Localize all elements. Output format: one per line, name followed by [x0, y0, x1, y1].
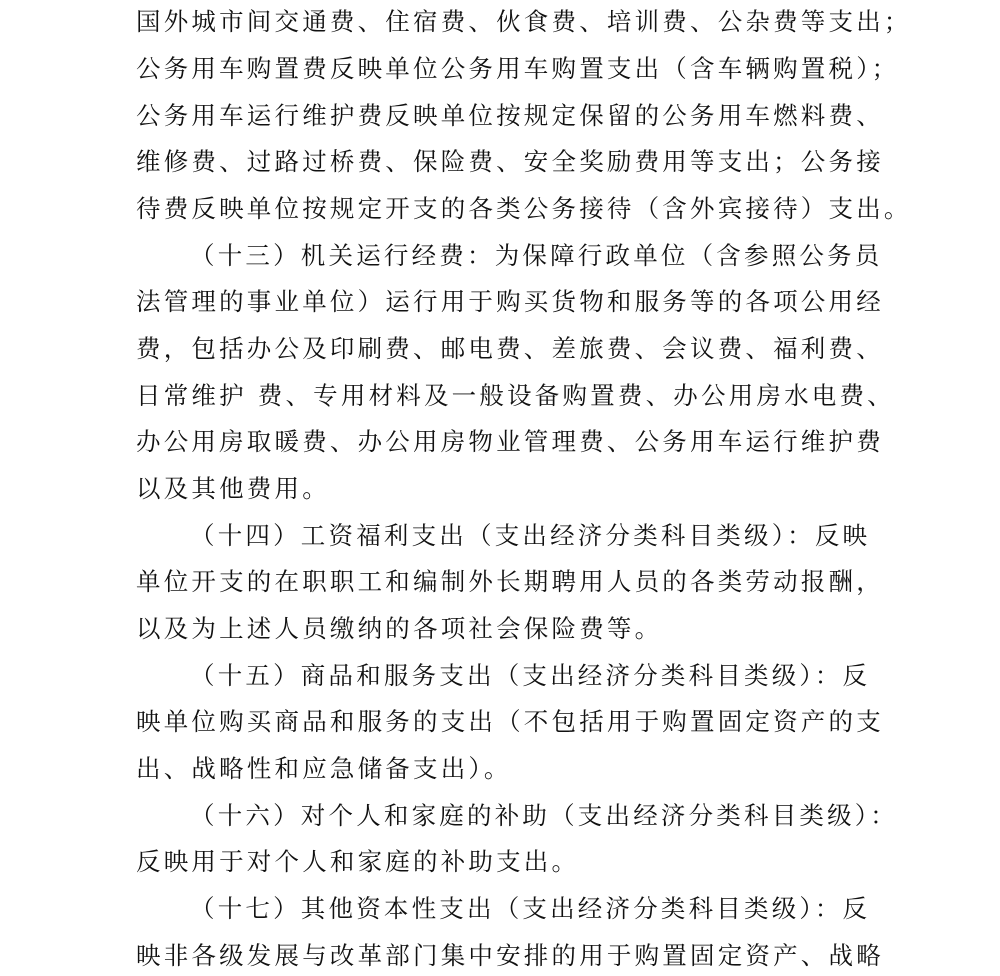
text-line: 日常维护 费、专用材料及一般设备购置费、办公用房水电费、 [136, 381, 895, 410]
section-heading-16: （十六）对个人和家庭的补助（支出经济分类科目类级）： [190, 801, 898, 830]
text-line: 以及其他费用。 [136, 474, 330, 503]
section-heading-13: （十三）机关运行经费：为保障行政单位（含参照公务员 [190, 241, 883, 270]
text-line: 费，包括办公及印刷费、邮电费、差旅费、会议费、福利费、 [136, 334, 884, 363]
text-line: 公务用车运行维护费反映单位按规定保留的公务用车燃料费、 [136, 101, 884, 130]
text-line: 出、战略性和应急储备支出）。 [136, 754, 512, 783]
text-line: 公务用车购置费反映单位公务用车购置支出（含车辆购置税）； [136, 54, 900, 83]
text-line: 待费反映单位按规定开支的各类公务接待（含外宾接待）支出。 [136, 194, 912, 223]
text-line: 映非各级发展与改革部门集中安排的用于购置固定资产、战略 [136, 941, 884, 970]
text-line: 法管理的事业单位）运行用于购买货物和服务等的各项公用经 [136, 287, 884, 316]
section-heading-15: （十五）商品和服务支出（支出经济分类科目类级）：反 [190, 661, 871, 690]
text-line: 办公用房取暖费、办公用房物业管理费、公务用车运行维护费 [136, 427, 884, 456]
text-line: 国外城市间交通费、住宿费、伙食费、培训费、公杂费等支出； [136, 7, 912, 36]
text-line: 维修费、过路过桥费、保险费、安全奖励费用等支出；公务接 [136, 147, 884, 176]
text-line: 以及为上述人员缴纳的各项社会保险费等。 [136, 614, 663, 643]
section-heading-17: （十七）其他资本性支出（支出经济分类科目类级）：反 [190, 894, 871, 923]
text-line: 反映用于对个人和家庭的补助支出。 [136, 847, 580, 876]
text-line: 映单位购买商品和服务的支出（不包括用于购置固定资产的支 [136, 707, 884, 736]
section-heading-14: （十四）工资福利支出（支出经济分类科目类级）：反映 [190, 521, 871, 550]
text-line: 单位开支的在职职工和编制外长期聘用人员的各类劳动报酬， [136, 567, 884, 596]
